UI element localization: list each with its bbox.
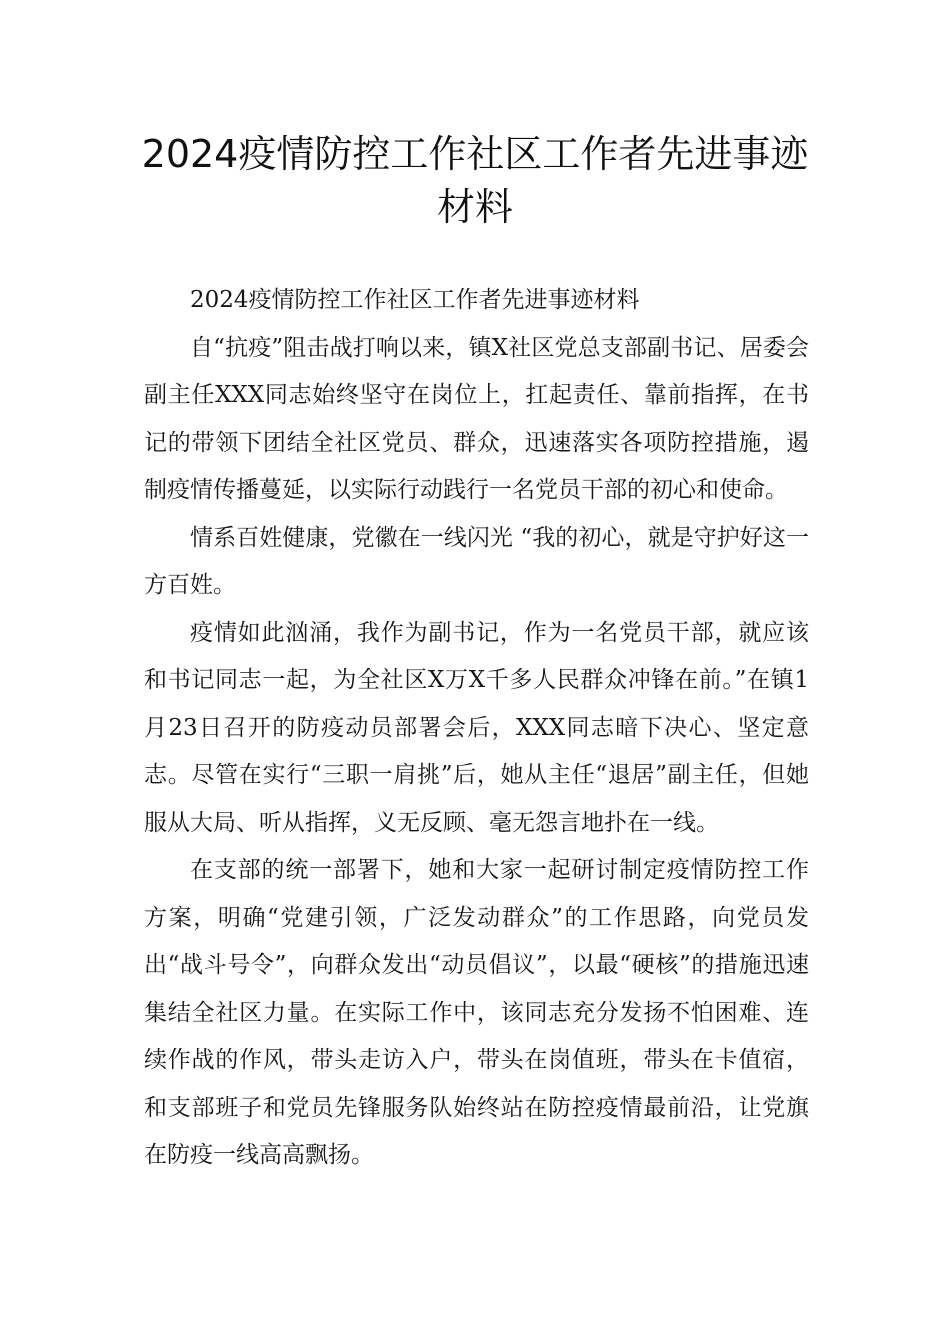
paragraph-1: 自“抗疫”阻击战打响以来，镇X社区党总支部副书记、居委会副主任XXX同志始终坚守在岗位上，扛起责任、靠前指挥，在书记的带领下团结全社区党员、群众，迅速落实各项防控措施，遏制疫情传播蔓延，以实际行动践行一名党员干部的初心和使命。 — [144, 334, 809, 503]
paragraph-subtitle: 2024疫情防控工作社区工作者先进事迹材料 — [190, 287, 640, 313]
document-title — [120, 128, 830, 234]
document-body — [144, 277, 809, 1180]
title-line-2: 材料 — [436, 185, 513, 229]
title-line-1: 2024疫情防控工作社区工作者先进事迹 — [141, 132, 809, 176]
paragraph-3: 疫情如此汹涌，我作为副书记，作为一名党员干部，就应该和书记同志一起，为全社区X万X千多人民群众冲锋在前。”在镇1月23日召开的防疫动员部署会后，XXX同志暗下决心、坚定意志。尽管在实行“三职一肩挑”后，她从主任“退居”副主任，但她服从大局、听从指挥，义无反顾、毫无怨言地扑在一线。 — [144, 619, 809, 836]
paragraph-2: 情系百姓健康，党徽在一线闪光 “我的初心，就是守护好这一方百姓。 — [144, 524, 809, 598]
paragraph-4: 在支部的统一部署下，她和大家一起研讨制定疫情防控工作方案，明确“党建引领，广泛发动群众”的工作思路，向党员发出“战斗号令”，向群众发出“动员倡议”，以最“硬核”的措施迅速集结全社区力量。在实际工作中，该同志充分发扬不怕困难、连续作战的作风，带头走访入户，带头在岗值班，带头在卡值宿，和支部班子和党员先锋服务队始终站在防控疫情最前沿，让党旗在防疫一线高高飘扬。 — [144, 857, 809, 1168]
